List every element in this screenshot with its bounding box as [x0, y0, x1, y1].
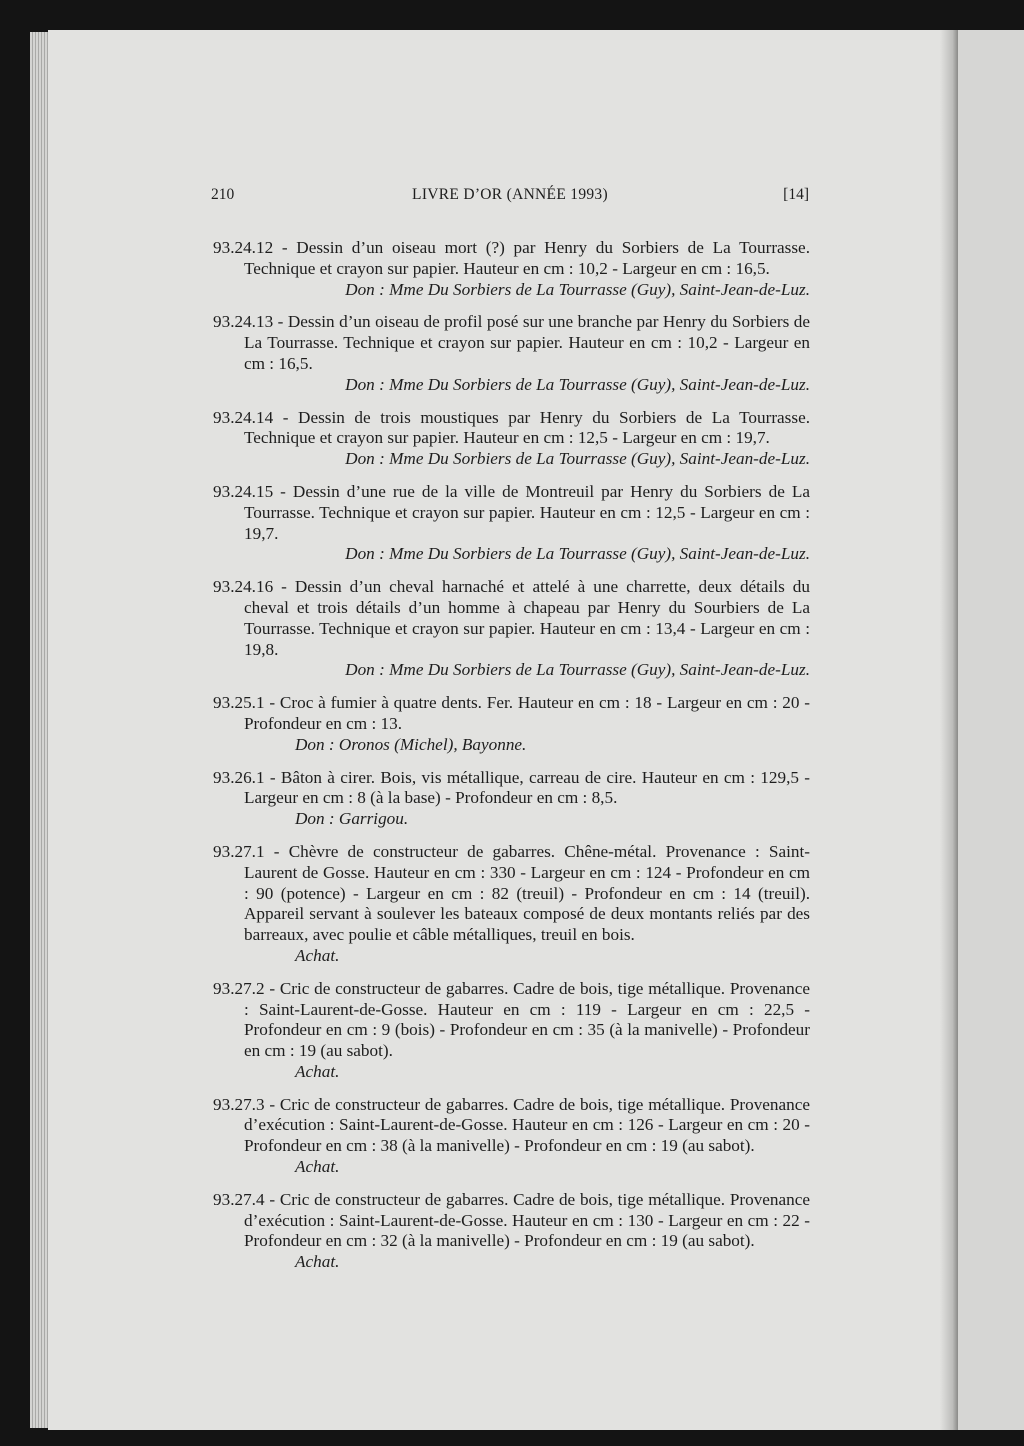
facing-page-edge — [958, 30, 1024, 1430]
catalog-entry — [213, 1190, 810, 1273]
catalog-entry — [213, 693, 810, 755]
entry-donor: Don : Garrigou. — [295, 809, 409, 829]
entry-text: 93.24.16 - Dessin d’un cheval harnaché et attelé à une charrette, deux détails du cheval et trois détails d’un homme à chapeau par Henry du Sourbiers de La Tourrasse. Technique et crayon sur papier. Hauteur en cm : 13,4 - Largeur en cm : 19,8. — [213, 577, 810, 659]
entry-text: 93.25.1 - Croc à fumier à quatre dents. Fer. Hauteur en cm : 18 - Largeur en cm : 20 - Profondeur en cm : 13. — [213, 693, 810, 733]
catalog-entry — [213, 408, 810, 470]
entry-text: 93.24.13 - Dessin d’un oiseau de profil posé sur une branche par Henry du Sorbiers de La Tourrasse. Technique et crayon sur papier. Hauteur en cm : 10,2 - Largeur en cm : 16,5. — [213, 312, 810, 373]
entry-text: 93.24.15 - Dessin d’une rue de la ville de Montreuil par Henry du Sorbiers de La Tourrasse. Technique et crayon sur papier. Hauteur en cm : 12,5 - Largeur en cm : 19,7. — [213, 481, 810, 543]
entry-donor: Achat. — [295, 945, 340, 965]
entry-text: 93.27.4 - Cric de constructeur de gabarres. Cadre de bois, tige métallique. Provenance d’exécution : Saint-Laurent-de-Gosse. Hauteur en cm : 130 - Largeur en cm : 22 - Profondeur en cm : 32 (à la manivelle) - Profondeur en cm : 19 (au sabot). — [213, 1189, 810, 1251]
entry-donor: Achat. — [295, 1061, 340, 1081]
entry-text: 93.26.1 - Bâton à cirer. Bois, vis métallique, carreau de cire. Hauteur en cm : 129,5 - Largeur en cm : 8 (à la base) - Profondeur en cm : 8,5. — [213, 767, 810, 808]
entry-text: 93.27.2 - Cric de constructeur de gabarres. Cadre de bois, tige métallique. Provenance : Saint-Laurent-de-Gosse. Hauteur en cm : 119 - Largeur en cm : 22,5 - Profondeur en cm : 9 (bois) - Profondeur en cm : 35 (à la manivelle) - Profondeur en cm : 19 (au sabot). — [213, 978, 810, 1061]
running-header — [211, 184, 809, 206]
catalog-entry — [213, 842, 810, 967]
entry-text: 93.24.12 - Dessin d’un oiseau mort (?) par Henry du Sorbiers de La Tourrasse. Technique et crayon sur papier. Hauteur en cm : 10,2 - Largeur en cm : 16,5. — [213, 238, 810, 278]
book-gutter — [940, 30, 958, 1430]
running-title: LIVRE D’OR (ANNÉE 1993) — [412, 186, 608, 203]
sheet-number: [14] — [783, 186, 809, 203]
entry-donor: Don : Mme Du Sorbiers de La Tourrasse (Guy), Saint-Jean-de-Luz. — [345, 544, 810, 564]
catalog-entry — [213, 577, 810, 681]
catalog-entries — [213, 238, 810, 1285]
entry-text: 93.24.14 - Dessin de trois moustiques par Henry du Sorbiers de La Tourrasse. Technique et crayon sur papier. Hauteur en cm : 12,5 - Largeur en cm : 19,7. — [213, 407, 810, 448]
catalog-entry — [213, 979, 810, 1083]
entry-donor: Don : Oronos (Michel), Bayonne. — [295, 734, 527, 754]
entry-donor: Don : Mme Du Sorbiers de La Tourrasse (Guy), Saint-Jean-de-Luz. — [345, 279, 810, 299]
catalog-entry — [213, 238, 810, 300]
entry-donor: Achat. — [295, 1157, 340, 1177]
catalog-entry — [213, 482, 810, 565]
entry-donor: Don : Mme Du Sorbiers de La Tourrasse (Guy), Saint-Jean-de-Luz. — [345, 374, 810, 394]
catalog-entry — [213, 312, 810, 395]
entry-donor: Don : Mme Du Sorbiers de La Tourrasse (Guy), Saint-Jean-de-Luz. — [345, 660, 810, 680]
page-number: 210 — [211, 186, 235, 203]
catalog-entry — [213, 1095, 810, 1178]
catalog-entry — [213, 768, 810, 830]
entry-donor: Don : Mme Du Sorbiers de La Tourrasse (Guy), Saint-Jean-de-Luz. — [345, 449, 810, 469]
entry-text: 93.27.1 - Chèvre de constructeur de gabarres. Chêne-métal. Provenance : Saint-Laurent de Gosse. Hauteur en cm : 330 - Largeur en cm : 124 - Profondeur en cm : 90 (potence) - Largeur en cm : 82 (treuil) - Profondeur en cm : 14 (treuil). Appareil servant à soulever les bateaux composé de deux montants reliés par des barreaux, avec poulie et câble métalliques, treuil en bois. — [213, 841, 810, 945]
entry-donor: Achat. — [295, 1252, 340, 1272]
entry-text: 93.27.3 - Cric de constructeur de gabarres. Cadre de bois, tige métallique. Provenance d’exécution : Saint-Laurent-de-Gosse. Hauteur en cm : 126 - Largeur en cm : 20 - Profondeur en cm : 38 (à la manivelle) - Profondeur en cm : 19 (au sabot). — [213, 1094, 810, 1156]
